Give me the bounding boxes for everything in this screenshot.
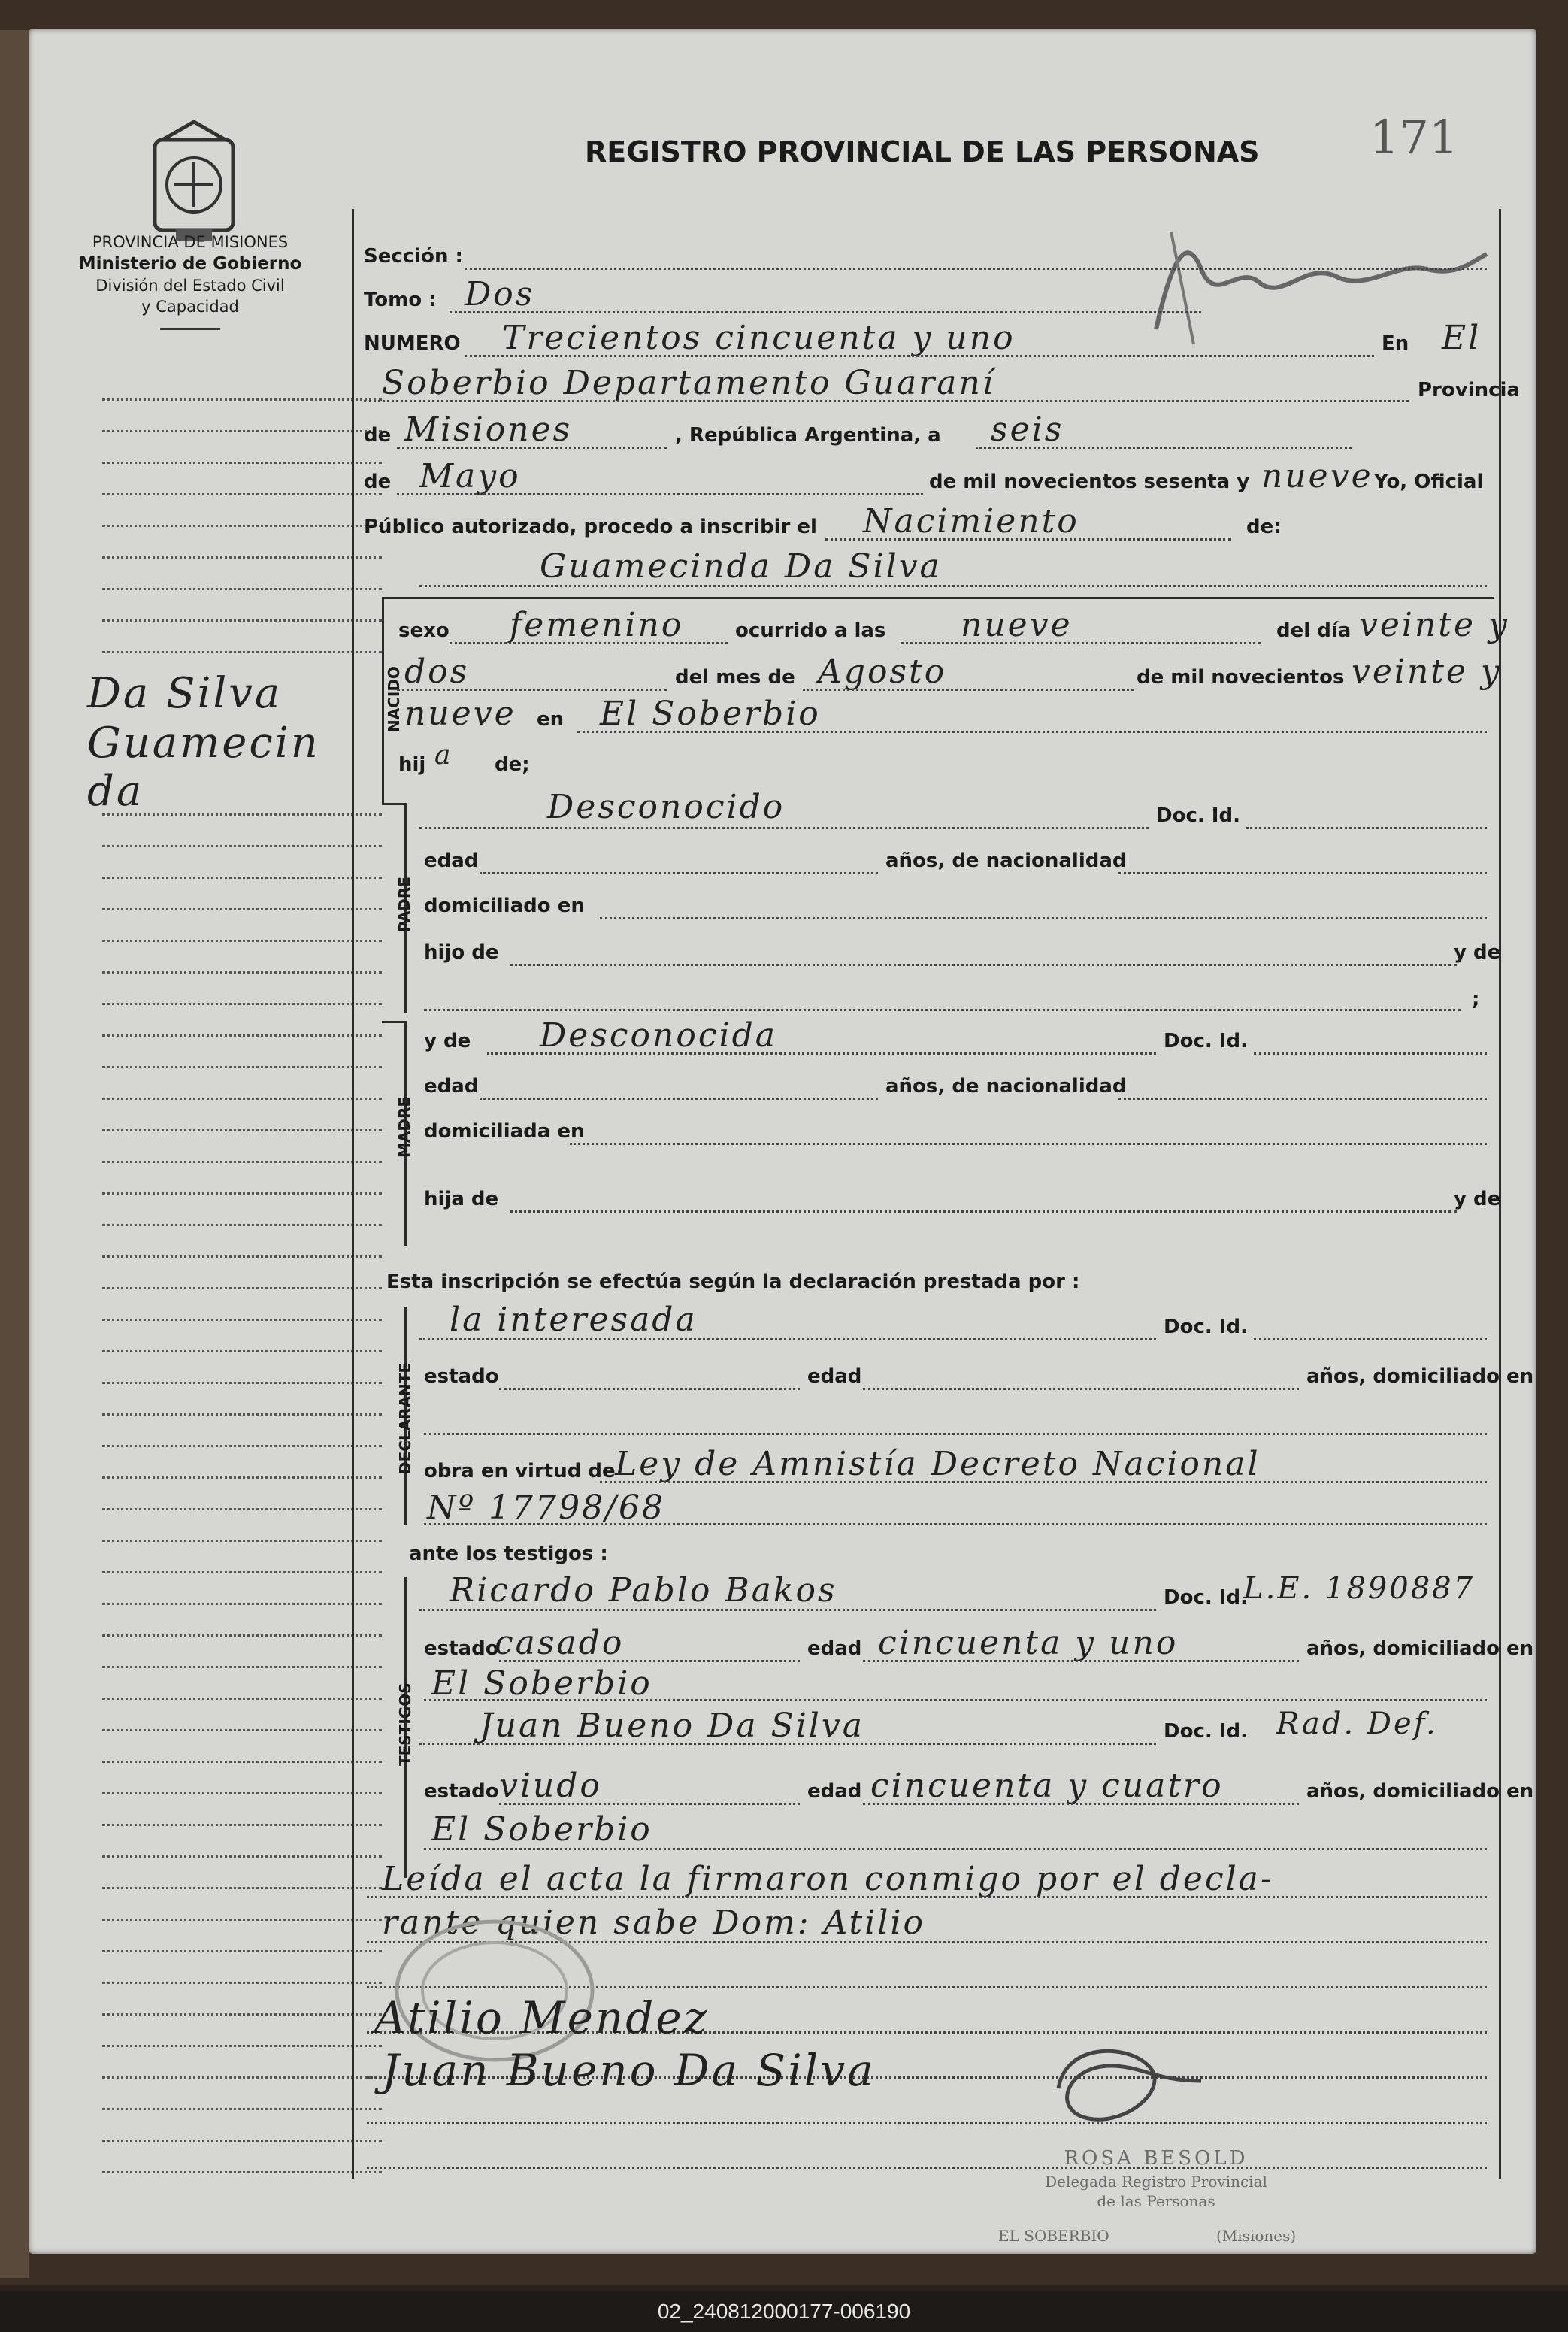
padre-hijo-label: hijo de (424, 941, 499, 964)
provincial-crest-icon (147, 117, 241, 244)
signature-1: Atilio Mendez (374, 1992, 710, 2043)
madre-domicilio-label: domiciliada en (424, 1120, 585, 1143)
testigo2-nombre: Juan Bueno Da Silva (480, 1707, 864, 1745)
stamp-name: ROSA BESOLD (1064, 2147, 1249, 2170)
madre-hija-label: hija de (424, 1188, 499, 1210)
en-value: El (1442, 319, 1482, 357)
en-label: En (1382, 332, 1409, 355)
image-code: 02_240812000177-006190 (657, 2300, 911, 2323)
testigo1-edad: cincuenta y uno (878, 1624, 1179, 1662)
declarante-domicilio-label: años, domiciliado en (1306, 1365, 1534, 1388)
declarante-estado-label: estado (424, 1365, 499, 1388)
margin-note-line2: Guamecin (87, 719, 320, 768)
padre-domicilio-label: domiciliado en (424, 895, 585, 917)
declarante-doc-label: Doc. Id. (1164, 1316, 1248, 1338)
padre-section-label: PADRE (395, 877, 413, 932)
declarante-edad-label: edad (807, 1365, 862, 1388)
padre-y-de-label: y de (1454, 941, 1501, 964)
publico-label: Público autorizado, procedo a inscribir el (364, 516, 817, 538)
ocurrido-label: ocurrido a las (735, 619, 886, 642)
testigo1-nombre: Ricardo Pablo Bakos (450, 1571, 837, 1610)
book-binding (0, 30, 29, 2278)
republica-label: , República Argentina, a (675, 424, 941, 447)
hij-value: a (434, 740, 453, 771)
testigo2-domicilio-label: años, domiciliado en (1306, 1780, 1534, 1803)
margin-note-line3: da (87, 767, 144, 816)
testigo1-edad-label: edad (807, 1637, 862, 1660)
testigo1-domicilio-label: años, domiciliado en (1306, 1637, 1534, 1660)
testigo2-doc-label: Doc. Id. (1164, 1720, 1248, 1743)
obra-value: Ley de Amnistía Decreto Nacional (615, 1445, 1261, 1483)
oficial-label: Yo, Oficial (1374, 471, 1484, 493)
numero-label: NUMERO (364, 332, 461, 355)
seccion-label: Sección : (364, 245, 463, 268)
testigo1-domicilio: El Soberbio (431, 1664, 652, 1703)
testigo1-doc-label: Doc. Id. (1164, 1586, 1248, 1609)
testigo2-doc: Rad. Def. (1276, 1707, 1438, 1741)
official-seal-icon (389, 1916, 600, 2066)
mes-label: del mes de (675, 666, 795, 689)
numero-value: Trecientos cincuenta y uno (502, 319, 1016, 357)
obra-value2: Nº 17798/68 (427, 1489, 665, 1527)
padre-nacionalidad-label: años, de nacionalidad (885, 850, 1127, 872)
stamp-place: EL SOBERBIO (998, 2227, 1109, 2245)
nacido-section-label: NACIDO (385, 666, 403, 732)
official-signature-icon (1036, 2036, 1231, 2141)
signature-2: Juan Bueno Da Silva (382, 2045, 876, 2096)
de3-label: de: (1246, 516, 1282, 538)
tomo-value: Dos (465, 275, 535, 313)
stamp-line3: de las Personas (1097, 2192, 1215, 2210)
page-number: 171 (1370, 110, 1459, 165)
tomo-label: Tomo : (364, 289, 437, 311)
register-page (29, 29, 1536, 2254)
testigo2-edad-label: edad (807, 1780, 862, 1803)
madre-nombre: Desconocida (540, 1016, 777, 1055)
padre-semicolon: ; (1472, 988, 1480, 1010)
declarante-section-label: DECLARANTE (396, 1362, 414, 1474)
testigo1-doc: L.E. 1890887 (1243, 1571, 1476, 1606)
dia-value: veinte y (1359, 606, 1509, 644)
declarante-intro: Esta inscripción se efectúa según la declaración prestada por : (386, 1270, 1080, 1293)
madre-y-de2-label: y de (1454, 1188, 1501, 1210)
de2-label: de (364, 471, 392, 493)
provincia-value: Misiones (404, 410, 573, 449)
agency-province: PROVINCIA DE MISIONES (92, 233, 289, 251)
madre-doc-label: Doc. Id. (1164, 1030, 1248, 1052)
anio-value: nueve (1261, 457, 1373, 495)
madre-section-label: MADRE (395, 1096, 413, 1158)
stamp-line2: Delegada Registro Provincial (1045, 2173, 1267, 2191)
mil-label: de mil novecientos sesenta y (929, 471, 1250, 493)
testigo2-edad: cincuenta y cuatro (870, 1767, 1224, 1805)
agency-ministry: Ministerio de Gobierno (78, 254, 302, 274)
dia-label: del día (1276, 619, 1352, 642)
nacido-lugar: El Soberbio (600, 695, 821, 733)
dia-value: seis (991, 410, 1064, 449)
testigo1-estado-label: estado (424, 1637, 499, 1660)
en-label-nacido: en (537, 708, 565, 731)
margin-note-line1: Da Silva (87, 669, 283, 718)
padre-edad-label: edad (424, 850, 479, 872)
dia-value2: dos (404, 653, 470, 691)
closing-line1: Leída el acta la firmaron conmigo por el decla- (382, 1860, 1274, 1898)
acto-value: Nacimiento (863, 502, 1079, 541)
lugar-value: Soberbio Departamento Guaraní (382, 364, 995, 402)
testigos-intro: ante los testigos : (409, 1543, 608, 1565)
madre-y-de-label: y de (424, 1030, 471, 1052)
agency-division: División del Estado Civil (95, 277, 285, 295)
register-title: REGISTRO PROVINCIAL DE LAS PERSONAS (585, 135, 1260, 168)
testigo2-estado: viudo (499, 1767, 602, 1805)
sexo-label: sexo (398, 619, 450, 642)
stamp-province: (Misiones) (1216, 2227, 1297, 2245)
sexo-value: femenino (510, 606, 684, 644)
mes-value: Agosto (818, 653, 947, 691)
anio-value: veinte y (1352, 653, 1502, 691)
nacido-nombre: Guamecinda Da Silva (540, 547, 942, 586)
agency-capacity: y Capacidad (141, 298, 239, 316)
madre-edad-label: edad (424, 1075, 479, 1098)
anio-value2: nueve (404, 695, 516, 733)
hij-label: hij (398, 753, 426, 776)
hora-value: nueve (961, 606, 1073, 644)
mil-label-nacido: de mil novecientos (1137, 666, 1345, 689)
hij-de-label: de; (495, 753, 530, 776)
closing-line2: rante quien sabe Dom: Atilio (382, 1903, 925, 1942)
de-label: de (364, 424, 392, 447)
testigo2-domicilio: El Soberbio (431, 1810, 652, 1849)
testigo2-estado-label: estado (424, 1780, 499, 1803)
testigos-section-label: TESTIGOS (396, 1682, 414, 1766)
madre-nacionalidad-label: años, de nacionalidad (885, 1075, 1127, 1098)
padre-nombre: Desconocido (547, 788, 786, 826)
obra-label: obra en virtud de (424, 1460, 616, 1482)
image-code-bar (0, 2291, 1568, 2332)
testigo1-estado: casado (495, 1624, 625, 1662)
provincia-label: Provincia (1418, 379, 1520, 401)
padre-doc-label: Doc. Id. (1156, 804, 1240, 827)
mes-value: Mayo (419, 457, 521, 495)
declarante-nombre: la interesada (450, 1301, 698, 1339)
